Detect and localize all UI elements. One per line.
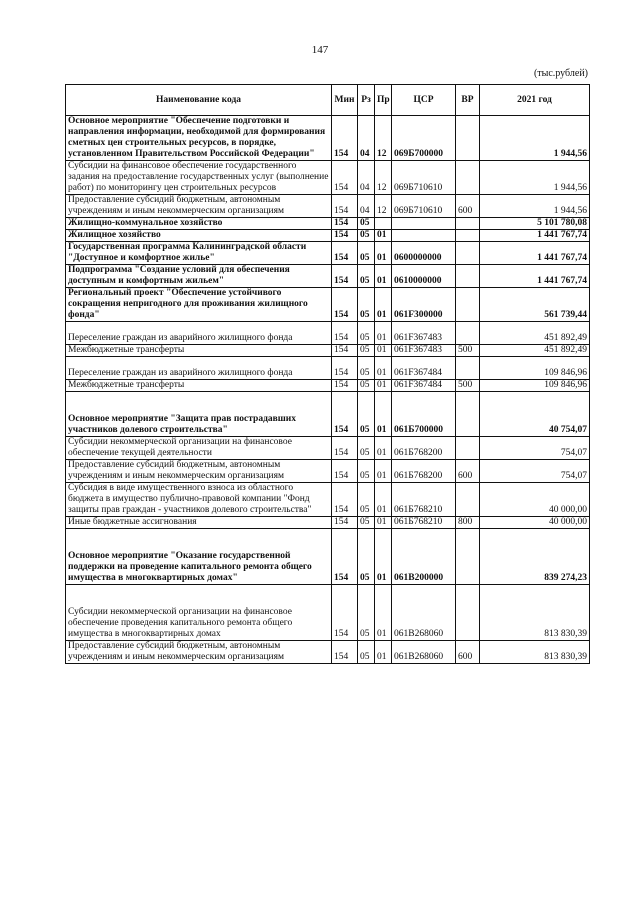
row-rz: 05 (358, 483, 375, 517)
table-row (66, 641, 590, 664)
row-rz: 05 (358, 322, 375, 345)
table-row (66, 345, 590, 357)
row-min: 154 (332, 288, 358, 322)
row-name: Переселение граждан из аварийного жилищного фонда (66, 357, 332, 380)
row-name: Основное мероприятие "Защита прав пострадавших участников долевого строительства" (66, 392, 332, 437)
budget-table (65, 84, 590, 664)
row-rz: 05 (358, 529, 375, 585)
row-pr: 01 (375, 529, 392, 585)
row-pr: 01 (375, 437, 392, 460)
row-amount: 40 754,07 (480, 392, 590, 437)
row-amount: 451 892,49 (480, 345, 590, 357)
row-csr: 061Б768200 (392, 460, 456, 483)
row-min: 154 (332, 345, 358, 357)
row-vr (456, 357, 480, 380)
row-csr: 061В200000 (392, 529, 456, 585)
row-amount: 561 739,44 (480, 288, 590, 322)
row-pr: 01 (375, 460, 392, 483)
row-vr: 600 (456, 641, 480, 664)
row-min: 154 (332, 483, 358, 517)
header-min: Мин (332, 85, 358, 116)
row-vr: 600 (456, 460, 480, 483)
units-label: (тыс.рублей) (533, 68, 588, 79)
row-rz: 04 (358, 116, 375, 161)
row-vr (456, 483, 480, 517)
table-row (66, 585, 590, 641)
row-vr (456, 218, 480, 230)
row-amount: 1 441 767,74 (480, 230, 590, 242)
row-csr: 061F367484 (392, 357, 456, 380)
row-pr: 01 (375, 265, 392, 288)
row-vr: 800 (456, 517, 480, 529)
row-pr: 01 (375, 230, 392, 242)
row-rz: 05 (358, 641, 375, 664)
row-csr: 069Б710610 (392, 161, 456, 195)
row-name: Жилищно-коммунальное хозяйство (66, 218, 332, 230)
row-vr (456, 585, 480, 641)
row-amount: 754,07 (480, 437, 590, 460)
row-pr: 01 (375, 392, 392, 437)
row-amount: 1 944,56 (480, 116, 590, 161)
row-min: 154 (332, 585, 358, 641)
row-rz: 05 (358, 345, 375, 357)
row-vr: 500 (456, 380, 480, 392)
table-row (66, 265, 590, 288)
row-min: 154 (332, 322, 358, 345)
row-rz: 05 (358, 437, 375, 460)
row-name: Предоставление субсидий бюджетным, автономным учреждениям и иным некоммерческим организациям (66, 641, 332, 664)
table-header-row (66, 85, 590, 116)
row-vr: 600 (456, 195, 480, 218)
table-row (66, 380, 590, 392)
table-row (66, 483, 590, 517)
row-min: 154 (332, 641, 358, 664)
row-amount: 1 944,56 (480, 195, 590, 218)
row-rz: 05 (358, 585, 375, 641)
row-name: Основное мероприятие "Обеспечение подготовки и направления информации, необходимой для формирования сметных цен строительных ресурсов, в порядке, установленном Правительством Российской Федерации" (66, 116, 332, 161)
row-rz: 04 (358, 195, 375, 218)
row-name: Предоставление субсидий бюджетным, автономным учреждениям и иным некоммерческим организациям (66, 460, 332, 483)
row-min: 154 (332, 195, 358, 218)
row-csr: 061В268060 (392, 641, 456, 664)
row-vr (456, 265, 480, 288)
row-min: 154 (332, 460, 358, 483)
row-rz: 05 (358, 218, 375, 230)
row-csr (392, 230, 456, 242)
row-csr: 0600000000 (392, 242, 456, 265)
row-csr: 061В268060 (392, 585, 456, 641)
table-row (66, 437, 590, 460)
row-pr: 12 (375, 161, 392, 195)
table-row (66, 529, 590, 585)
row-csr: 069Б700000 (392, 116, 456, 161)
row-min: 154 (332, 116, 358, 161)
row-csr: 061F367484 (392, 380, 456, 392)
row-pr: 01 (375, 242, 392, 265)
row-csr: 061F367483 (392, 345, 456, 357)
row-vr: 500 (456, 345, 480, 357)
row-rz: 05 (358, 380, 375, 392)
row-rz: 05 (358, 242, 375, 265)
row-amount: 1 441 767,74 (480, 265, 590, 288)
row-rz: 05 (358, 517, 375, 529)
row-pr: 01 (375, 345, 392, 357)
row-pr: 01 (375, 288, 392, 322)
row-name: Жилищное хозяйство (66, 230, 332, 242)
row-name: Государственная программа Калининградской области "Доступное и комфортное жилье" (66, 242, 332, 265)
row-amount: 451 892,49 (480, 322, 590, 345)
row-vr (456, 116, 480, 161)
row-vr (456, 529, 480, 585)
table-row (66, 517, 590, 529)
row-vr (456, 161, 480, 195)
row-pr: 01 (375, 380, 392, 392)
row-min: 154 (332, 517, 358, 529)
row-csr: 061F367483 (392, 322, 456, 345)
header-csr: ЦСР (392, 85, 456, 116)
row-rz: 05 (358, 357, 375, 380)
row-name: Основное мероприятие "Оказание государственной поддержки на проведение капитального ремонта общего имущества в многоквартирных домах" (66, 529, 332, 585)
row-amount: 5 101 780,08 (480, 218, 590, 230)
row-min: 154 (332, 357, 358, 380)
row-name: Подпрограмма "Создание условий для обеспечения доступным и комфортным жильем" (66, 265, 332, 288)
row-csr: 061Б768210 (392, 483, 456, 517)
row-amount: 839 274,23 (480, 529, 590, 585)
row-min: 154 (332, 392, 358, 437)
row-pr: 01 (375, 641, 392, 664)
row-name: Региональный проект "Обеспечение устойчивого сокращения непригодного для проживания жилищного фонда" (66, 288, 332, 322)
row-amount: 813 830,39 (480, 641, 590, 664)
row-pr (375, 218, 392, 230)
table-row (66, 195, 590, 218)
row-csr: 061F300000 (392, 288, 456, 322)
row-amount: 754,07 (480, 460, 590, 483)
row-min: 154 (332, 380, 358, 392)
table-row (66, 288, 590, 322)
row-name: Межбюджетные трансферты (66, 345, 332, 357)
table-row (66, 242, 590, 265)
row-csr: 061Б700000 (392, 392, 456, 437)
row-rz: 05 (358, 288, 375, 322)
page-number: 147 (311, 44, 329, 56)
row-min: 154 (332, 242, 358, 265)
table-row (66, 116, 590, 161)
table-row (66, 230, 590, 242)
row-vr (456, 230, 480, 242)
table-row (66, 218, 590, 230)
row-name: Предоставление субсидий бюджетным, автономным учреждениям и иным некоммерческим организациям (66, 195, 332, 218)
row-pr: 01 (375, 357, 392, 380)
row-pr: 01 (375, 322, 392, 345)
row-min: 154 (332, 161, 358, 195)
row-rz: 04 (358, 161, 375, 195)
row-rz: 05 (358, 392, 375, 437)
table-row (66, 460, 590, 483)
row-min: 154 (332, 529, 358, 585)
row-pr: 12 (375, 116, 392, 161)
row-pr: 01 (375, 585, 392, 641)
row-name: Межбюджетные трансферты (66, 380, 332, 392)
row-name: Субсидии некоммерческой организации на финансовое обеспечение проведения капитального ремонта общего имущества в многоквартирных домах (66, 585, 332, 641)
table-row (66, 322, 590, 345)
row-rz: 05 (358, 230, 375, 242)
row-amount: 40 000,00 (480, 483, 590, 517)
table-row (66, 161, 590, 195)
row-name: Переселение граждан из аварийного жилищного фонда (66, 322, 332, 345)
row-min: 154 (332, 218, 358, 230)
row-name: Иные бюджетные ассигнования (66, 517, 332, 529)
row-pr: 01 (375, 483, 392, 517)
row-amount: 40 000,00 (480, 517, 590, 529)
table-row (66, 392, 590, 437)
row-csr: 061Б768210 (392, 517, 456, 529)
row-vr (456, 437, 480, 460)
row-min: 154 (332, 230, 358, 242)
row-amount: 109 846,96 (480, 357, 590, 380)
row-min: 154 (332, 265, 358, 288)
header-vr: ВР (456, 85, 480, 116)
row-csr: 061Б768200 (392, 437, 456, 460)
row-amount: 109 846,96 (480, 380, 590, 392)
row-amount: 1 441 767,74 (480, 242, 590, 265)
row-pr: 12 (375, 195, 392, 218)
row-min: 154 (332, 437, 358, 460)
row-csr: 069Б710610 (392, 195, 456, 218)
row-vr (456, 288, 480, 322)
row-csr: 0610000000 (392, 265, 456, 288)
row-vr (456, 392, 480, 437)
header-year: 2021 год (480, 85, 590, 116)
row-pr: 01 (375, 517, 392, 529)
row-name: Субсидии на финансовое обеспечение государственного задания на предоставление государственных услуг (выполнение работ) по мониторингу цен строительных ресурсов (66, 161, 332, 195)
row-rz: 05 (358, 460, 375, 483)
row-vr (456, 242, 480, 265)
row-amount: 1 944,56 (480, 161, 590, 195)
row-name: Субсидии некоммерческой организации на финансовое обеспечение текущей деятельности (66, 437, 332, 460)
row-name: Субсидия в виде имущественного взноса из областного бюджета в имущество публично-правовой компании "Фонд защиты прав граждан - участников долевого строительства" (66, 483, 332, 517)
header-name: Наименование кода (66, 85, 332, 116)
table-row (66, 357, 590, 380)
row-csr (392, 218, 456, 230)
row-amount: 813 830,39 (480, 585, 590, 641)
row-vr (456, 322, 480, 345)
row-rz: 05 (358, 265, 375, 288)
header-pr: Пр (375, 85, 392, 116)
header-rz: Рз (358, 85, 375, 116)
